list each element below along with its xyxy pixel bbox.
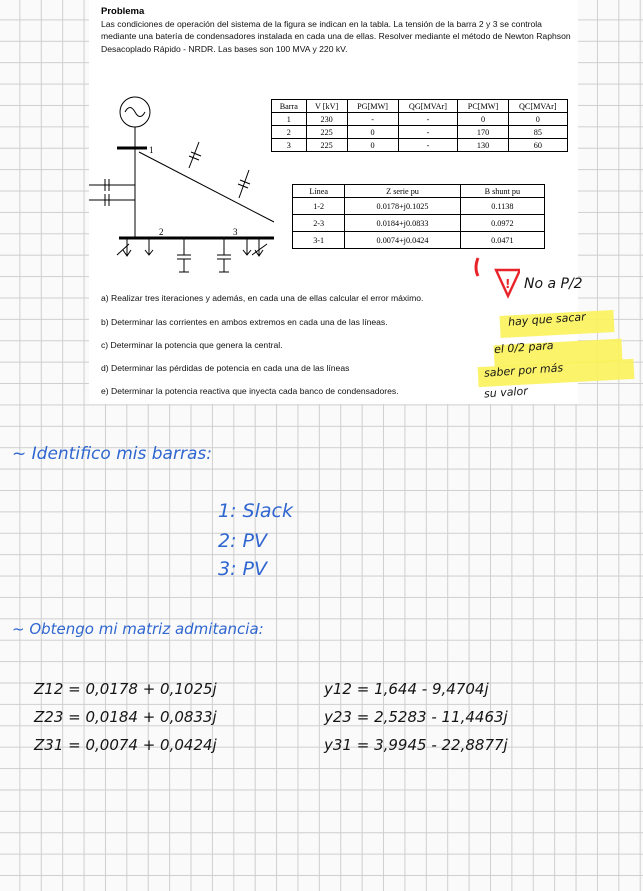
table-cell: 1 xyxy=(272,113,307,126)
table-cell: 1-2 xyxy=(293,198,345,215)
notes-heading-buses: ~ Identifico mis barras: xyxy=(12,444,212,464)
question-d: d) Determinar las pérdidas de potencia en cada una de las líneas xyxy=(101,363,350,373)
table-row xyxy=(272,139,568,152)
table-row xyxy=(272,126,568,139)
table-header: Línea xyxy=(293,185,345,198)
table-cell: 2-3 xyxy=(293,215,345,232)
admittance-y23: y23 = 2,5283 - 11,4463j xyxy=(324,708,508,726)
table-cell: 0.1138 xyxy=(460,198,544,215)
table-row xyxy=(272,113,568,126)
table-cell: 3 xyxy=(272,139,307,152)
bus-label-2: 2 xyxy=(159,227,164,237)
table-cell: 0 xyxy=(347,139,398,152)
table-cell: 130 xyxy=(458,139,508,152)
table-row xyxy=(293,198,545,215)
generator-wave-icon xyxy=(125,108,145,117)
line-data-table xyxy=(292,184,545,249)
table-cell: - xyxy=(347,113,398,126)
table-header-row xyxy=(272,100,568,113)
problem-statement: Las condiciones de operación del sistema de la figura se indican en la tabla. La tensión de la barra 2 y 3 se controla mediante una batería de condensadores instalada en cada una de ellas. Resolver mediante el método de Newton Raphson Desacoplado Rápido - NRDR. Las bases son 100 MVA y 220 kV. xyxy=(101,19,571,54)
line-1-2 xyxy=(139,152,274,222)
margin-note-line: su valor xyxy=(483,384,529,401)
table-header-row xyxy=(293,185,545,198)
table-row xyxy=(293,215,545,232)
bus-type-3: 3: PV xyxy=(218,558,267,580)
table-cell: - xyxy=(398,113,458,126)
table-cell: 170 xyxy=(458,126,508,139)
svg-text:!: ! xyxy=(505,277,511,291)
table-header: QG[MVAr] xyxy=(398,100,458,113)
power-system-diagram xyxy=(89,90,274,285)
table-cell: 0 xyxy=(347,126,398,139)
table-header: PG[MW] xyxy=(347,100,398,113)
problem-title: Problema xyxy=(101,6,145,17)
table-header: QC[MVAr] xyxy=(508,100,567,113)
warning-icon xyxy=(470,250,520,305)
table-cell: 225 xyxy=(306,126,347,139)
table-cell: 0 xyxy=(458,113,508,126)
table-cell: - xyxy=(398,126,458,139)
question-e: e) Determinar la potencia reactiva que inyecta cada banco de condensadores. xyxy=(101,386,399,396)
table-cell: 225 xyxy=(306,139,347,152)
table-cell: 0.0471 xyxy=(460,232,544,249)
table-cell: 230 xyxy=(306,113,347,126)
bus-type-1: 1: Slack xyxy=(218,500,293,522)
margin-note-line: hay que sacar xyxy=(507,310,587,329)
margin-note-line: saber por más xyxy=(483,361,564,380)
bus-type-2: 2: PV xyxy=(218,530,267,552)
question-c: c) Determinar la potencia que genera la central. xyxy=(101,340,283,350)
impedance-z12: Z12 = 0,0178 + 0,1025j xyxy=(34,680,217,698)
impedance-z23: Z23 = 0,0184 + 0,0833j xyxy=(34,708,217,726)
margin-note-line: el 0/2 para xyxy=(493,338,554,357)
admittance-y12: y12 = 1,644 - 9,4704j xyxy=(324,680,489,698)
question-b: b) Determinar las corrientes en ambos extremos en cada una de las líneas. xyxy=(101,317,388,327)
table-row xyxy=(293,232,545,249)
admittance-y31: y31 = 3,9945 - 22,8877j xyxy=(324,736,508,754)
table-header: B shunt pu xyxy=(460,185,544,198)
table-cell: 60 xyxy=(508,139,567,152)
table-cell: 0 xyxy=(508,113,567,126)
table-cell: 0.0184+j0.0833 xyxy=(345,215,460,232)
table-cell: - xyxy=(398,139,458,152)
bus-label-3: 3 xyxy=(233,227,238,237)
question-a: a) Realizar tres iteraciones y además, en cada una de ellas calcular el error máximo. xyxy=(101,293,424,303)
table-cell: 2 xyxy=(272,126,307,139)
impedance-z31: Z31 = 0,0074 + 0,0424j xyxy=(34,736,217,754)
table-header: PC[MW] xyxy=(458,100,508,113)
notes-heading-admittance: ~ Obtengo mi matriz admitancia: xyxy=(12,620,264,638)
bus-data-table xyxy=(271,99,568,152)
table-cell: 85 xyxy=(508,126,567,139)
table-cell: 0.0074+j0.0424 xyxy=(345,232,460,249)
table-header: Barra xyxy=(272,100,307,113)
table-cell: 3-1 xyxy=(293,232,345,249)
bus-label-1: 1 xyxy=(149,145,154,155)
table-cell: 0.0178+j0.1025 xyxy=(345,198,460,215)
table-header: V [kV] xyxy=(306,100,347,113)
margin-note-title: No a P/2 xyxy=(524,276,583,292)
table-header: Z serie pu xyxy=(345,185,460,198)
table-cell: 0.0972 xyxy=(460,215,544,232)
